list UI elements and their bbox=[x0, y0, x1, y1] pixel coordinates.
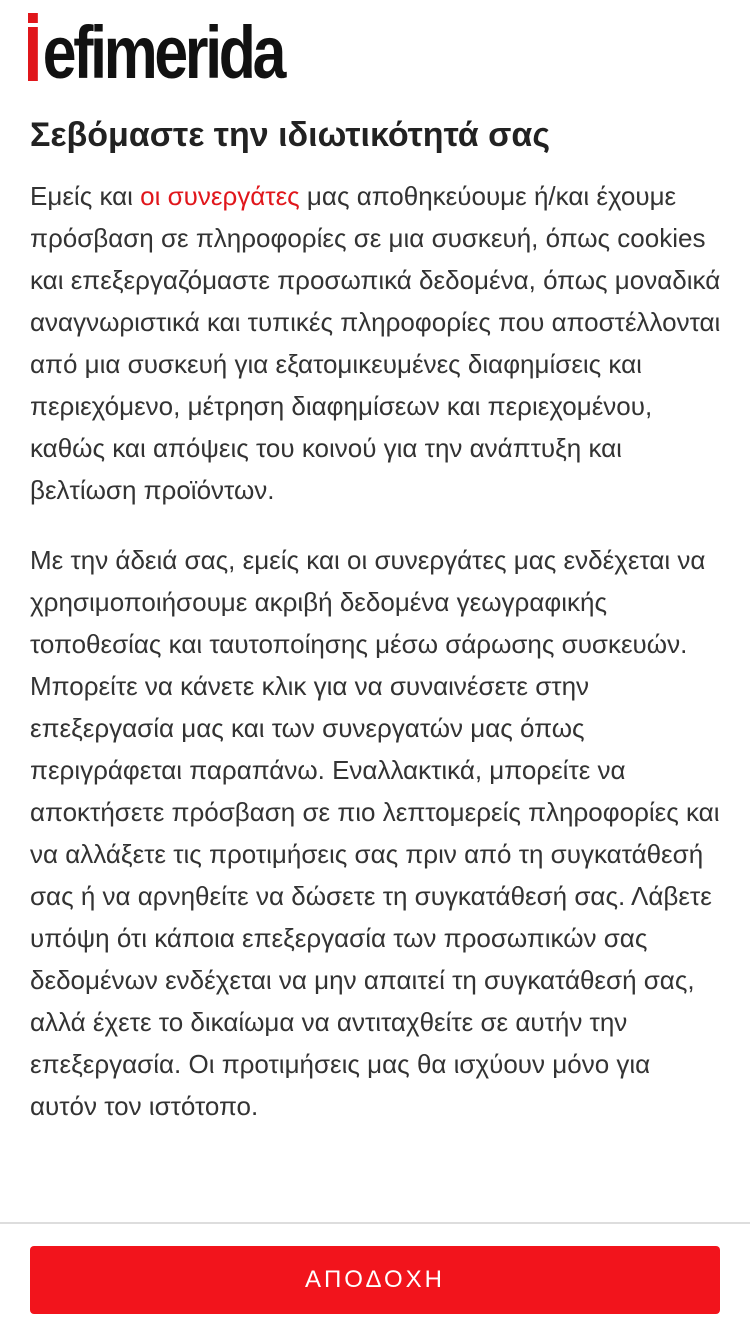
consent-paragraph-1 bbox=[30, 175, 722, 511]
consent-title: Σεβόμαστε την ιδιωτικότητά σας bbox=[30, 116, 550, 154]
partners-link[interactable]: οι συνεργάτες bbox=[140, 181, 300, 211]
accept-button[interactable]: ΑΠΟΔΟΧΗ bbox=[30, 1246, 720, 1314]
logo-letter-i bbox=[28, 27, 38, 81]
paragraph-1-text: μας αποθηκεύουμε ή/και έχουμε πρόσβαση σε πληροφορίες σε μια συσκευή, όπως cookies και επεξεργαζόμαστε προσωπικά δεδομένα, όπως μοναδικά αναγνωριστικά και τυπικές πληροφορίες που αποστέλλονται από μια συσκευή για εξατομικευμένες διαφημίσεις και περιεχόμενο, μέτρηση διαφημίσεων και περιεχομένου, καθώς και απόψεις του κοινού για την ανάπτυξη και βελτίωση προϊόντων. bbox=[30, 181, 721, 505]
consent-paragraph-2: Με την άδειά σας, εμείς και οι συνεργάτες μας ενδέχεται να χρησιμοποιήσουμε ακριβή δεδομένα γεωγραφικής τοποθεσίας και ταυτοποίησης μέσω σάρωσης συσκευών. Μπορείτε να κάνετε κλικ για να συναινέσετε στην επεξεργασία μας και των συνεργατών μας όπως περιγράφεται παραπάνω. Εναλλακτικά, μπορείτε να αποκτήσετε πρόσβαση σε πιο λεπτομερείς πληροφορίες και να αλλάξετε τις προτιμήσεις σας πριν από τη συγκατάθεσή σας ή να αρνηθείτε να δώσετε τη συγκατάθεσή σας. Λάβετε υπόψη ότι κάποια επεξεργασία των προσωπικών σας δεδομένων ενδέχεται να μην απαιτεί τη συγκατάθεσή σας, αλλά έχετε το δικαίωμα να αντιταχθείτε σε αυτήν την επεξεργασία. Οι προτιμήσεις μας θα ισχύουν μόνο για αυτόν τον ιστότοπο. bbox=[30, 545, 720, 1121]
paragraph-1-intro: Εμείς και bbox=[30, 181, 141, 211]
iefimerida-logo bbox=[28, 11, 284, 94]
footer-divider bbox=[0, 1222, 750, 1224]
consent-body bbox=[30, 175, 722, 1155]
logo-wordmark: efimerida bbox=[42, 11, 284, 94]
